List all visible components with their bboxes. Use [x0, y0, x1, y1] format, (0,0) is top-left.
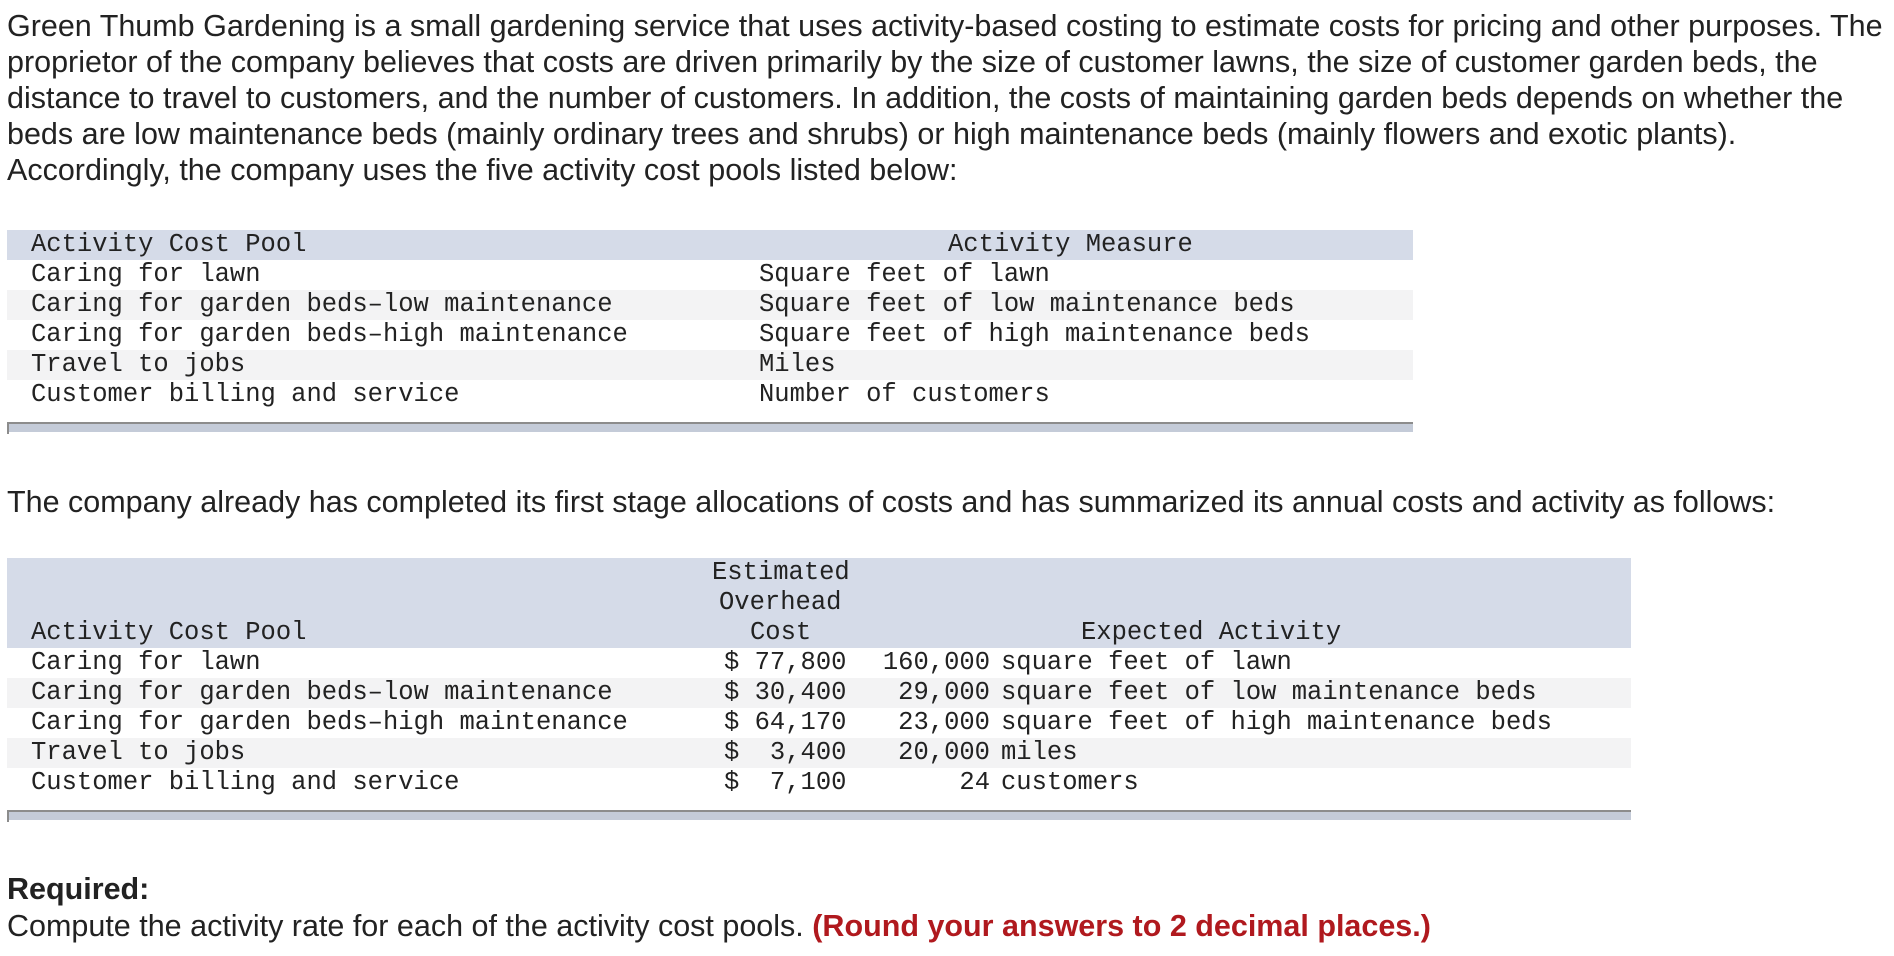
header-cost-line2: Overhead: [719, 588, 842, 617]
table-row: [7, 708, 1631, 738]
header-activity-cost-pool: Activity Cost Pool: [31, 618, 307, 647]
table-header-row: [7, 618, 1631, 648]
activity-measure: Square feet of lawn: [759, 260, 1050, 289]
summary-paragraph: The company already has completed its first stage allocations of costs and has summarized its annual costs and activity as follows:: [7, 485, 1776, 519]
activity-amount: 24: [959, 768, 990, 797]
rounding-note: (Round your answers to 2 decimal places.): [812, 909, 1431, 943]
activity-unit: square feet of lawn: [1001, 648, 1292, 677]
activity-measure: Square feet of high maintenance beds: [759, 320, 1310, 349]
table-header-row: [7, 558, 1631, 588]
activity-amount: 29,000: [898, 678, 990, 707]
table-row: [7, 290, 1413, 320]
activity-measure: Miles: [759, 350, 836, 379]
table-row: [7, 768, 1631, 798]
table-row: [7, 678, 1631, 708]
table-header-row: [7, 588, 1631, 618]
pool-name: Customer billing and service: [31, 380, 460, 409]
header-activity-cost-pool: Activity Cost Pool: [31, 230, 307, 259]
overhead-cost: $ 77,800: [724, 648, 847, 677]
overhead-cost: $ 7,100: [724, 768, 847, 797]
table-bottom-border: [7, 422, 1413, 432]
table-row: [7, 260, 1413, 290]
pool-name: Caring for lawn: [31, 648, 261, 677]
pool-name: Travel to jobs: [31, 738, 246, 767]
pool-name: Caring for lawn: [31, 260, 261, 289]
activity-amount: 20,000: [898, 738, 990, 767]
table-row: [7, 648, 1631, 678]
overhead-cost: $ 64,170: [724, 708, 847, 737]
table-header-row: [7, 230, 1413, 260]
intro-paragraph: Green Thumb Gardening is a small gardening service that uses activity-based costing to estimate costs for pricing and other purposes. The proprietor of the company believes that costs are driven primarily by the size of customer lawns, the size of customer garden beds, the distance to travel to customers, and the number of customers. In addition, the costs of maintaining garden beds depends on whether the beds are low maintenance beds (mainly ordinary trees and shrubs) or high maintenance beds (mainly flowers and exotic plants). Accordingly, the company uses the five activity cost pools listed below:: [7, 9, 1883, 187]
pool-name: Caring for garden beds–low maintenance: [31, 678, 613, 707]
table-row: [7, 738, 1631, 768]
costs-activity-table: [7, 558, 1631, 828]
table-row: [7, 350, 1413, 380]
required-label: Required:: [7, 872, 150, 906]
table-row: [7, 320, 1413, 350]
pool-name: Caring for garden beds–high maintenance: [31, 708, 628, 737]
activity-amount: 23,000: [898, 708, 990, 737]
activity-measure: Square feet of low maintenance beds: [759, 290, 1295, 319]
activity-unit: customers: [1001, 768, 1139, 797]
activity-unit: miles: [1001, 738, 1078, 767]
activity-unit: square feet of high maintenance beds: [1001, 708, 1552, 737]
activity-measure: Number of customers: [759, 380, 1050, 409]
header-expected-activity: Expected Activity: [1081, 618, 1342, 647]
header-activity-measure: Activity Measure: [948, 230, 1193, 259]
pool-name: Caring for garden beds–low maintenance: [31, 290, 613, 319]
overhead-cost: $ 3,400: [724, 738, 847, 767]
table-bottom-border: [7, 810, 1631, 820]
overhead-cost: $ 30,400: [724, 678, 847, 707]
pool-name: Caring for garden beds–high maintenance: [31, 320, 628, 349]
activity-amount: 160,000: [882, 648, 990, 677]
activity-pools-table: [7, 230, 1413, 440]
pool-name: Travel to jobs: [31, 350, 246, 379]
header-cost-line1: Estimated: [712, 558, 850, 587]
table-row: [7, 380, 1413, 410]
required-instructions: [7, 909, 1431, 944]
header-cost-line3: Cost: [750, 618, 812, 647]
required-text: Compute the activity rate for each of the activity cost pools.: [7, 909, 804, 943]
activity-unit: square feet of low maintenance beds: [1001, 678, 1537, 707]
pool-name: Customer billing and service: [31, 768, 460, 797]
